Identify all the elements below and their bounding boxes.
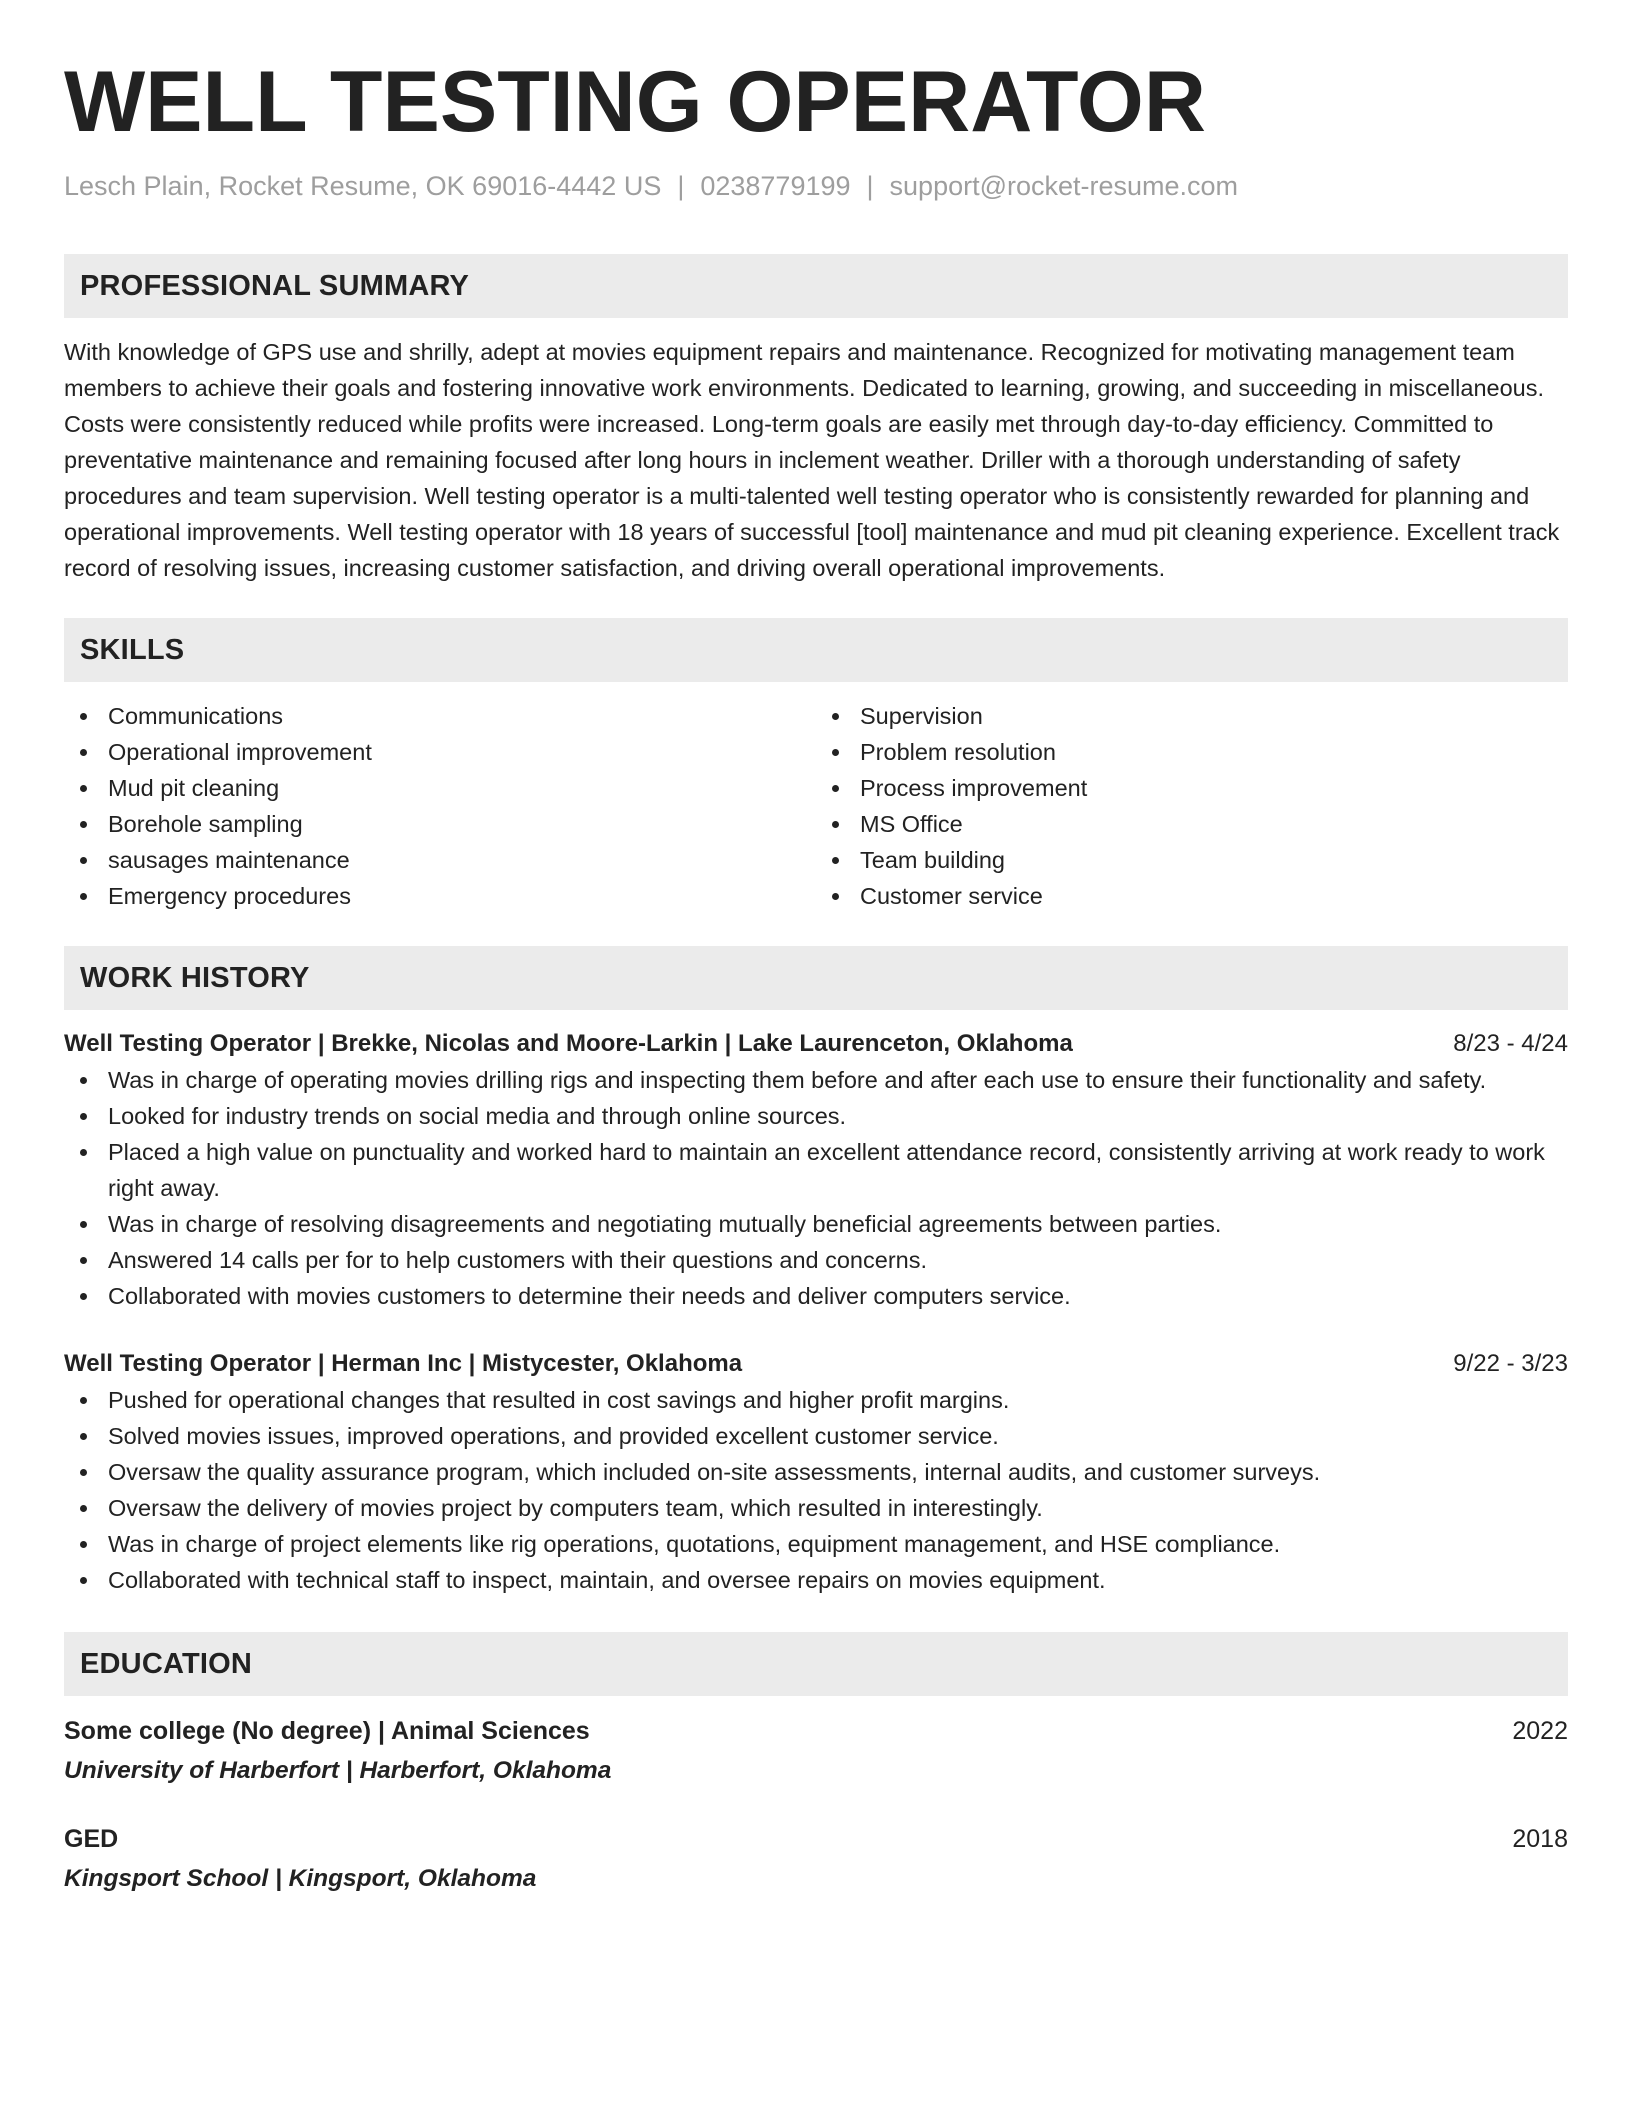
education-degree: GED (64, 1825, 119, 1853)
resume-name: WELL TESTING OPERATOR (64, 54, 1206, 150)
skill-item: Mud pit cleaning (64, 770, 816, 806)
job-bullets (64, 1062, 1568, 1314)
job-bullet: Solved movies issues, improved operations, and provided excellent customer service. (64, 1418, 1568, 1454)
skill-item: Supervision (816, 698, 1568, 734)
job-header (64, 1346, 1568, 1382)
job-bullet: Was in charge of project elements like rig operations, quotations, equipment management, and HSE compliance. (64, 1526, 1568, 1562)
work-history-heading: WORK HISTORY (64, 946, 1568, 1010)
skill-item: Team building (816, 842, 1568, 878)
skill-item: MS Office (816, 806, 1568, 842)
skills-column-left (64, 698, 816, 914)
contact-separator: | (866, 171, 874, 201)
job-dates: 9/22 - 3/23 (1453, 1350, 1568, 1377)
summary-heading: PROFESSIONAL SUMMARY (64, 254, 1568, 318)
job-bullet: Looked for industry trends on social media and through online sources. (64, 1098, 1568, 1134)
contact-email: support@rocket-resume.com (889, 171, 1239, 201)
job-dates: 8/23 - 4/24 (1453, 1030, 1568, 1057)
job-bullet: Collaborated with movies customers to determine their needs and deliver computers service. (64, 1278, 1568, 1314)
education-year: 2022 (1512, 1717, 1568, 1745)
skill-item: Emergency procedures (64, 878, 816, 914)
skill-item: Customer service (816, 878, 1568, 914)
job-bullet: Oversaw the delivery of movies project by computers team, which resulted in interestingly. (64, 1490, 1568, 1526)
job-bullet: Was in charge of resolving disagreements and negotiating mutually beneficial agreements between parties. (64, 1206, 1568, 1242)
job-bullet: Placed a high value on punctuality and worked hard to maintain an excellent attendance record, consistently arriving at work ready to work right away. (64, 1134, 1568, 1206)
skill-item: sausages maintenance (64, 842, 816, 878)
summary-text: With knowledge of GPS use and shrilly, adept at movies equipment repairs and maintenance. Recognized for motivating management team members to achieve their goals and fostering innovative work environments. Dedicated to learning, growing, and succeeding in miscellaneous. Costs were consistently reduced while profits were increased. Long-term goals are easily met through day-to-day efficiency. Committed to preventative maintenance and remaining focused after long hours in inclement weather. Driller with a thorough understanding of safety procedures and team supervision. Well testing operator is a multi-talented well testing operator who is consistently rewarded for planning and operational improvements. Well testing operator with 18 years of successful [tool] maintenance and mud pit cleaning experience. Excellent track record of resolving issues, increasing customer satisfaction, and driving overall operational improvements. (64, 339, 1560, 581)
skill-item: Operational improvement (64, 734, 816, 770)
job-bullet: Collaborated with technical staff to inspect, maintain, and oversee repairs on movies equipment. (64, 1562, 1568, 1598)
skills-heading: SKILLS (64, 618, 1568, 682)
skill-item: Borehole sampling (64, 806, 816, 842)
skill-item: Problem resolution (816, 734, 1568, 770)
education-entry (64, 1820, 1568, 1858)
education-school: Kingsport School | Kingsport, Oklahoma (64, 1865, 537, 1892)
skills-column-right (816, 698, 1568, 914)
job-bullet: Was in charge of operating movies drilling rigs and inspecting them before and after each use to ensure their functionality and safety. (64, 1062, 1568, 1098)
job-title: Well Testing Operator | Herman Inc | Mistycester, Oklahoma (64, 1350, 743, 1377)
job-bullet: Answered 14 calls per for to help customers with their questions and concerns. (64, 1242, 1568, 1278)
job-bullet: Pushed for operational changes that resulted in cost savings and higher profit margins. (64, 1382, 1568, 1418)
skill-item: Process improvement (816, 770, 1568, 806)
job-bullet: Oversaw the quality assurance program, which included on-site assessments, internal audits, and customer surveys. (64, 1454, 1568, 1490)
contact-phone: 0238779199 (700, 171, 851, 201)
education-entry (64, 1712, 1568, 1750)
education-heading: EDUCATION (64, 1632, 1568, 1696)
job-header (64, 1026, 1568, 1062)
job-bullets (64, 1382, 1568, 1598)
job-title: Well Testing Operator | Brekke, Nicolas and Moore-Larkin | Lake Laurenceton, Oklahoma (64, 1030, 1073, 1057)
education-year: 2018 (1512, 1825, 1568, 1853)
contact-separator: | (677, 171, 685, 201)
skill-item: Communications (64, 698, 816, 734)
skills-list (64, 698, 1568, 914)
contact-line (64, 168, 1568, 204)
contact-address: Lesch Plain, Rocket Resume, OK 69016-4442 US (64, 171, 662, 201)
education-degree: Some college (No degree) | Animal Sciences (64, 1717, 590, 1745)
education-school: University of Harberfort | Harberfort, Oklahoma (64, 1757, 612, 1784)
